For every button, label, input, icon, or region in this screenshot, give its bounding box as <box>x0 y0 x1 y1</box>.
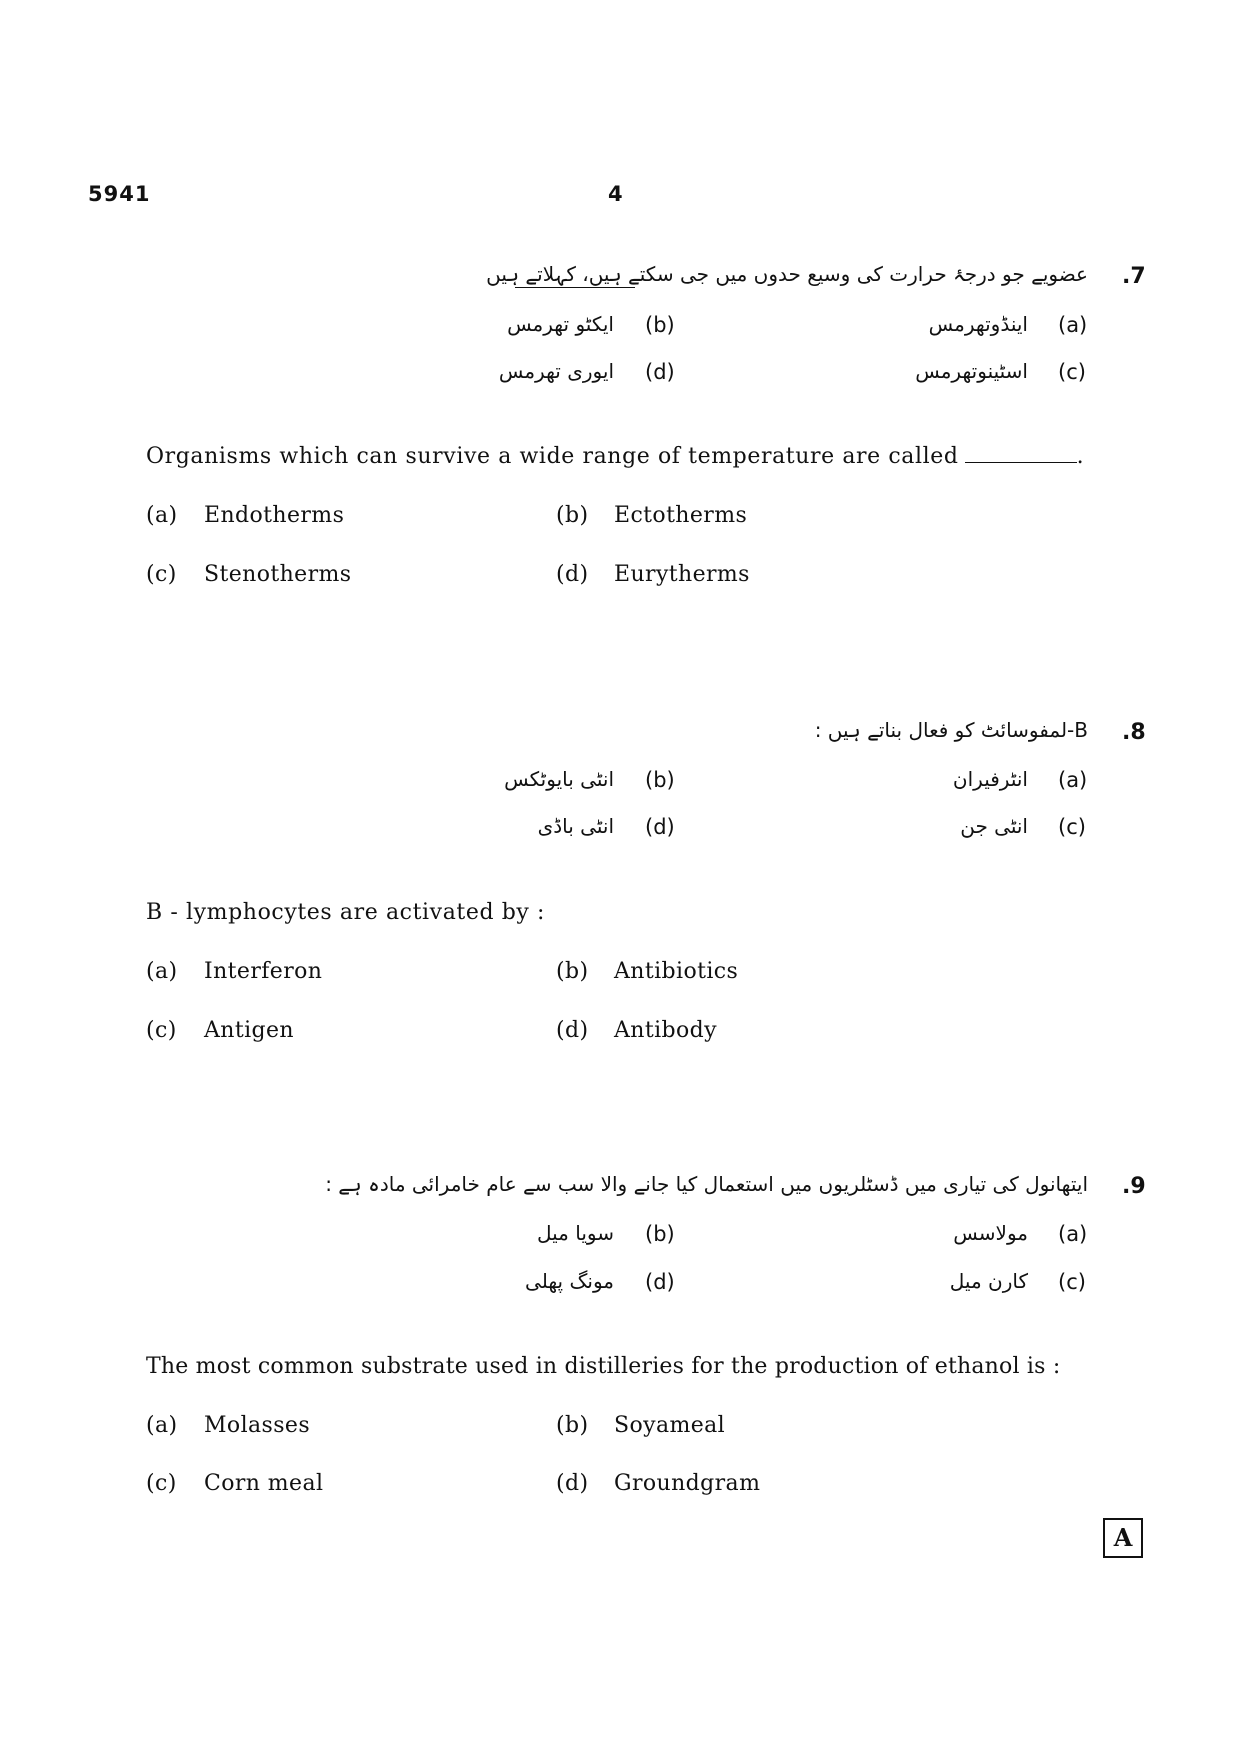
option-label: (b) <box>556 959 589 984</box>
urdu-option-label: (b) <box>645 1222 675 1246</box>
option-label: (d) <box>556 562 589 587</box>
urdu-option-label: (a) <box>1058 768 1088 792</box>
urdu-option-b: سویا میل <box>536 1221 614 1245</box>
question-number: .7 <box>1122 264 1146 289</box>
page-number: 4 <box>608 182 623 206</box>
english-question-text: Organisms which can survive a wide range of temperature are called <box>146 444 959 469</box>
option-label: (b) <box>556 1413 589 1438</box>
question-number: .8 <box>1122 720 1146 745</box>
option-b: Ectotherms <box>614 503 748 528</box>
option-label: (b) <box>556 503 589 528</box>
urdu-option-label: (c) <box>1058 360 1086 384</box>
option-c: Stenotherms <box>204 562 352 587</box>
urdu-question-stem: ایتھانول کی تیاری میں ڈسٹلریوں میں استعمال کیا جانے والا سب سے عام خامرائی مادہ ہے : <box>325 1172 1088 1196</box>
urdu-option-label: (d) <box>645 815 675 839</box>
option-label: (c) <box>146 1471 177 1496</box>
option-label: (c) <box>146 562 177 587</box>
option-c: Corn meal <box>204 1471 324 1496</box>
urdu-question-stem: B-لمفوسائٹ کو فعال بناتے ہیں : <box>814 718 1088 742</box>
option-d: Antibody <box>614 1018 717 1043</box>
urdu-option-c: انٹی جن <box>960 814 1028 838</box>
option-d: Eurytherms <box>614 562 750 587</box>
option-label: (d) <box>556 1018 589 1043</box>
stem-end-punctuation: . <box>1076 444 1085 469</box>
urdu-option-c: کارن میل <box>949 1269 1028 1293</box>
english-question-stem: The most common substrate used in distilleries for the production of ethanol is : <box>146 1354 1061 1379</box>
urdu-option-label: (d) <box>645 1270 675 1294</box>
urdu-option-b: انٹی بایوٹکس <box>504 767 614 791</box>
option-label: (a) <box>146 959 178 984</box>
option-a: Interferon <box>204 959 323 984</box>
urdu-option-d: مونگ پھلی <box>525 1269 614 1293</box>
english-question-stem <box>146 444 1084 469</box>
option-a: Endotherms <box>204 503 345 528</box>
urdu-option-label: (a) <box>1058 1222 1088 1246</box>
option-b: Soyameal <box>614 1413 726 1438</box>
paper-code: 5941 <box>88 182 151 206</box>
urdu-option-c: اسٹینوتھرمس <box>915 359 1028 383</box>
option-c: Antigen <box>204 1018 295 1043</box>
option-b: Antibiotics <box>614 959 739 984</box>
english-question-stem: B - lymphocytes are activated by : <box>146 900 546 925</box>
urdu-option-label: (d) <box>645 360 675 384</box>
urdu-option-d: ایوری تھرمس <box>498 359 614 383</box>
urdu-option-a: مولاسس <box>953 1221 1028 1245</box>
urdu-option-a: انٹرفیران <box>952 767 1028 791</box>
urdu-option-d: انٹی باڈی <box>537 814 614 838</box>
option-label: (a) <box>146 1413 178 1438</box>
urdu-option-label: (c) <box>1058 1270 1086 1294</box>
urdu-option-b: ایکٹو تھرمس <box>507 312 614 336</box>
question-number: .9 <box>1122 1174 1146 1199</box>
urdu-option-label: (b) <box>645 768 675 792</box>
option-label: (d) <box>556 1471 589 1496</box>
option-label: (a) <box>146 503 178 528</box>
urdu-answer-blank <box>515 287 635 288</box>
option-d: Groundgram <box>614 1471 761 1496</box>
urdu-option-label: (a) <box>1058 313 1088 337</box>
urdu-option-label: (c) <box>1058 815 1086 839</box>
option-a: Molasses <box>204 1413 311 1438</box>
urdu-option-a: اینڈوتھرمس <box>928 312 1028 336</box>
answer-blank <box>965 448 1077 463</box>
booklet-code-box: A <box>1103 1518 1143 1558</box>
option-label: (c) <box>146 1018 177 1043</box>
urdu-option-label: (b) <box>645 313 675 337</box>
urdu-question-stem: عضویے جو درجۂ حرارت کی وسیع حدوں میں جی سکتے ہیں، کہلاتے ہیں <box>486 262 1088 286</box>
